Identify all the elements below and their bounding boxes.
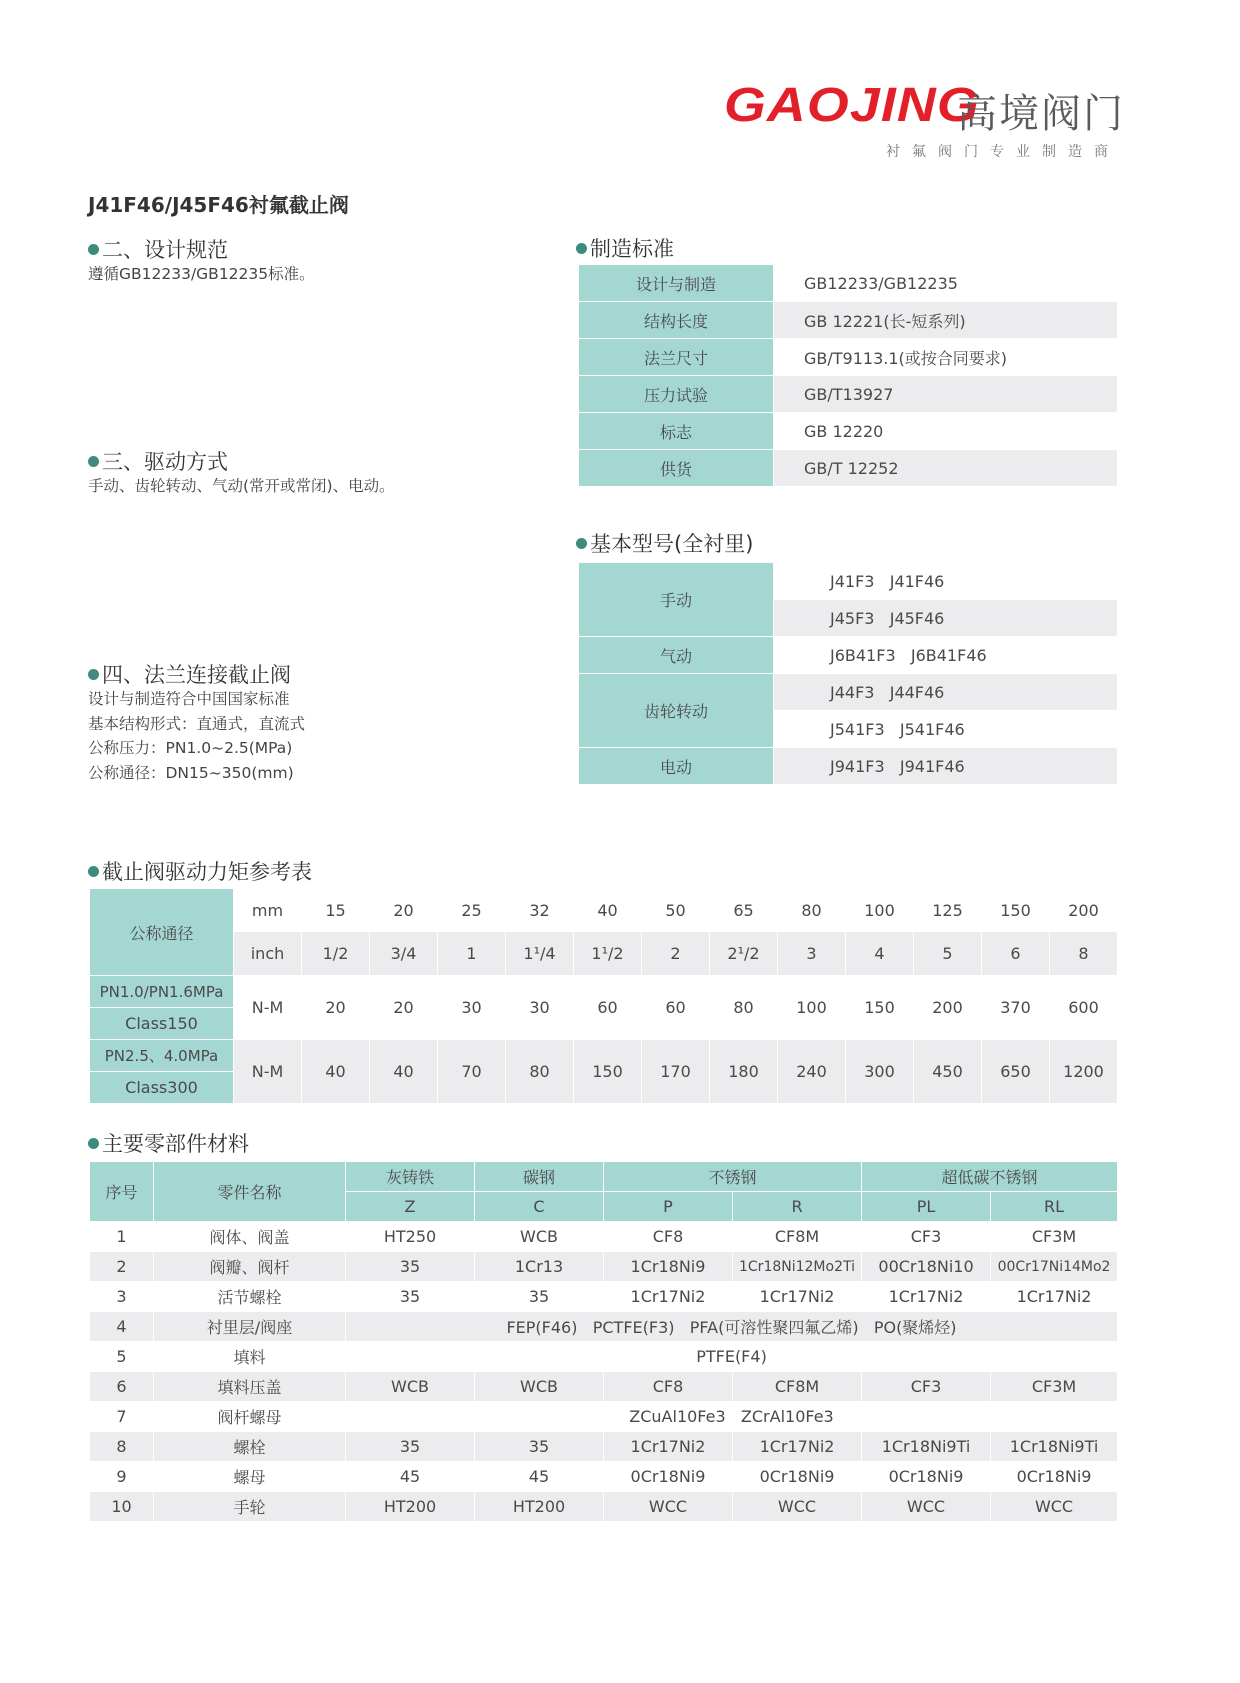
standard-value: GB12233/GB12235 — [774, 265, 1118, 302]
model-drive-label: 齿轮转动 — [579, 674, 774, 748]
model-value: J41F3 J41F46 — [774, 563, 1118, 600]
part-material: 35 — [475, 1282, 604, 1312]
mm-value: 125 — [914, 889, 982, 932]
torque-value: 60 — [642, 976, 710, 1040]
mm-value: 32 — [506, 889, 574, 932]
torque-value: 30 — [506, 976, 574, 1040]
model-value: J941F3 J941F46 — [774, 748, 1118, 785]
torque-value: 20 — [370, 976, 438, 1040]
part-material: 1Cr17Ni2 — [862, 1282, 991, 1312]
mm-row — [90, 889, 1118, 932]
standards-table — [578, 264, 1118, 487]
part-no: 3 — [90, 1282, 154, 1312]
inch-value: 3/4 — [370, 932, 438, 976]
part-row — [90, 1432, 1118, 1462]
heading-text: 三、驱动方式 — [102, 450, 228, 474]
part-material: ZCuAl10Fe3 ZCrAl10Fe3 — [346, 1402, 1118, 1432]
standard-value: GB 12221(长-短系列) — [774, 302, 1118, 339]
torque-value: 650 — [982, 1040, 1050, 1104]
part-material: HT200 — [475, 1492, 604, 1522]
part-material: CF3M — [991, 1372, 1118, 1402]
material-code: RL — [991, 1192, 1118, 1222]
flange-line: 基本结构形式：直通式，直流式 — [88, 714, 306, 733]
torque-value: 180 — [710, 1040, 778, 1104]
heading-text: 截止阀驱动力矩参考表 — [102, 860, 312, 884]
brand-name-cn: 高境阀门 — [957, 91, 1125, 137]
standard-value: GB/T9113.1(或按合同要求) — [774, 339, 1118, 376]
part-material: WCB — [475, 1372, 604, 1402]
pressure-label: PN2.5、4.0MPa — [90, 1040, 234, 1072]
table-row — [579, 265, 1118, 302]
standard-value: GB 12220 — [774, 413, 1118, 450]
part-name: 阀瓣、阀杆 — [154, 1252, 346, 1282]
model-drive-label: 气动 — [579, 637, 774, 674]
inch-value: 2¹/2 — [710, 932, 778, 976]
table-row — [579, 376, 1118, 413]
part-material: HT250 — [346, 1222, 475, 1252]
torque-value: 450 — [914, 1040, 982, 1104]
mm-value: 80 — [778, 889, 846, 932]
inch-value: 3 — [778, 932, 846, 976]
part-row — [90, 1222, 1118, 1252]
model-drive-label: 手动 — [579, 563, 774, 637]
bullet-icon — [88, 669, 99, 680]
models-table — [578, 562, 1118, 785]
part-material: 0Cr18Ni9 — [991, 1462, 1118, 1492]
material-group: 碳钢 — [475, 1162, 604, 1192]
standard-label: 供货 — [579, 450, 774, 487]
torque-value: 70 — [438, 1040, 506, 1104]
torque-value: 150 — [846, 976, 914, 1040]
drive-text: 手动、齿轮转动、气动(常开或常闭)、电动。 — [88, 477, 395, 495]
part-material: 35 — [475, 1432, 604, 1462]
material-group: 不锈钢 — [604, 1162, 862, 1192]
model-value: J541F3 J541F46 — [774, 711, 1118, 748]
torque-row — [90, 1040, 1118, 1072]
material-group: 超低碳不锈钢 — [862, 1162, 1118, 1192]
part-row — [90, 1252, 1118, 1282]
flange-text — [88, 687, 305, 785]
standard-label: 设计与制造 — [579, 265, 774, 302]
table-row — [579, 302, 1118, 339]
section-heading-drive — [88, 446, 228, 476]
part-material: 1Cr13 — [475, 1252, 604, 1282]
inch-value: 4 — [846, 932, 914, 976]
part-row — [90, 1282, 1118, 1312]
material-code: P — [604, 1192, 733, 1222]
part-material: CF8M — [733, 1372, 862, 1402]
part-material: 35 — [346, 1252, 475, 1282]
model-value: J44F3 J44F46 — [774, 674, 1118, 711]
inch-value: 1/2 — [302, 932, 370, 976]
part-material: 1Cr17Ni2 — [604, 1432, 733, 1462]
part-material: CF8 — [604, 1372, 733, 1402]
mm-value: 65 — [710, 889, 778, 932]
inch-value: 5 — [914, 932, 982, 976]
heading-text: 四、法兰连接截止阀 — [102, 663, 291, 687]
mm-value: 200 — [1050, 889, 1118, 932]
flange-line: 设计与制造符合中国国家标准 — [88, 690, 290, 708]
part-no: 2 — [90, 1252, 154, 1282]
inch-value: 6 — [982, 932, 1050, 976]
part-material: WCC — [862, 1492, 991, 1522]
bullet-icon — [88, 244, 99, 255]
part-material: 1Cr18Ni9Ti — [991, 1432, 1118, 1462]
mm-value: 40 — [574, 889, 642, 932]
material-group: 灰铸铁 — [346, 1162, 475, 1192]
part-material: WCC — [991, 1492, 1118, 1522]
page-title: J41F46/J45F46衬氟截止阀 — [88, 193, 349, 217]
table-row — [579, 413, 1118, 450]
part-no: 6 — [90, 1372, 154, 1402]
standard-label: 结构长度 — [579, 302, 774, 339]
part-material: 35 — [346, 1432, 475, 1462]
part-material: CF8M — [733, 1222, 862, 1252]
col-name: 零件名称 — [154, 1162, 346, 1222]
inch-value: 2 — [642, 932, 710, 976]
torque-value: 80 — [506, 1040, 574, 1104]
table-row — [579, 563, 1118, 600]
part-no: 7 — [90, 1402, 154, 1432]
part-row — [90, 1402, 1118, 1432]
inch-value: 1 — [438, 932, 506, 976]
part-name: 填料压盖 — [154, 1372, 346, 1402]
part-material: FEP(F46) PCTFE(F3) PFA(可溶性聚四氟乙烯) PO(聚烯烃) — [346, 1312, 1118, 1342]
part-material: WCB — [346, 1372, 475, 1402]
table-row — [579, 450, 1118, 487]
class-label: Class300 — [90, 1072, 234, 1104]
section-heading-parts — [88, 1128, 249, 1158]
bullet-icon — [88, 456, 99, 467]
standard-value: GB/T 12252 — [774, 450, 1118, 487]
part-no: 9 — [90, 1462, 154, 1492]
part-row — [90, 1462, 1118, 1492]
inch-row — [90, 932, 1118, 976]
part-name: 活节螺栓 — [154, 1282, 346, 1312]
part-material: 1Cr18Ni9 — [604, 1252, 733, 1282]
inch-value: 1¹/4 — [506, 932, 574, 976]
part-row — [90, 1342, 1118, 1372]
torque-value: 100 — [778, 976, 846, 1040]
part-material: 0Cr18Ni9 — [733, 1462, 862, 1492]
part-name: 螺母 — [154, 1462, 346, 1492]
unit-inch: inch — [234, 932, 302, 976]
standard-value: GB/T13927 — [774, 376, 1118, 413]
bullet-icon — [576, 538, 587, 549]
part-material: 1Cr17Ni2 — [991, 1282, 1118, 1312]
part-row — [90, 1372, 1118, 1402]
part-no: 8 — [90, 1432, 154, 1462]
design-text: 遵循GB12233/GB12235标准。 — [88, 265, 315, 283]
part-material: 00Cr17Ni14Mo2 — [991, 1252, 1118, 1282]
torque-value: 20 — [302, 976, 370, 1040]
torque-row — [90, 976, 1118, 1008]
part-material: 1Cr17Ni2 — [733, 1282, 862, 1312]
bullet-icon — [88, 866, 99, 877]
col-no: 序号 — [90, 1162, 154, 1222]
torque-value: 80 — [710, 976, 778, 1040]
heading-text: 二、设计规范 — [102, 238, 228, 262]
part-name: 螺栓 — [154, 1432, 346, 1462]
part-name: 阀杆螺母 — [154, 1402, 346, 1432]
table-row — [579, 339, 1118, 376]
part-no: 4 — [90, 1312, 154, 1342]
part-name: 阀体、阀盖 — [154, 1222, 346, 1252]
table-row — [579, 637, 1118, 674]
class-label: Class150 — [90, 1008, 234, 1040]
part-material: WCB — [475, 1222, 604, 1252]
part-material: 0Cr18Ni9 — [604, 1462, 733, 1492]
unit-mm: mm — [234, 889, 302, 932]
part-material: CF3 — [862, 1372, 991, 1402]
torque-value: 40 — [370, 1040, 438, 1104]
material-code: C — [475, 1192, 604, 1222]
standard-label: 标志 — [579, 413, 774, 450]
part-row — [90, 1312, 1118, 1342]
part-material: 00Cr18Ni10 — [862, 1252, 991, 1282]
torque-value: 30 — [438, 976, 506, 1040]
header-row — [90, 1162, 1118, 1192]
part-material: PTFE(F4) — [346, 1342, 1118, 1372]
torque-value: 150 — [574, 1040, 642, 1104]
torque-table — [89, 888, 1118, 1104]
heading-text: 基本型号(全衬里) — [590, 532, 754, 556]
torque-unit: N-M — [234, 1040, 302, 1104]
section-heading-models — [576, 528, 753, 558]
model-drive-label: 电动 — [579, 748, 774, 785]
torque-value: 200 — [914, 976, 982, 1040]
torque-value: 240 — [778, 1040, 846, 1104]
parts-table — [89, 1161, 1118, 1522]
mm-value: 15 — [302, 889, 370, 932]
part-row — [90, 1492, 1118, 1522]
part-no: 1 — [90, 1222, 154, 1252]
torque-unit: N-M — [234, 976, 302, 1040]
pressure-label: PN1.0/PN1.6MPa — [90, 976, 234, 1008]
part-no: 10 — [90, 1492, 154, 1522]
material-code: PL — [862, 1192, 991, 1222]
torque-value: 40 — [302, 1040, 370, 1104]
part-material: HT200 — [346, 1492, 475, 1522]
flange-line: 公称通径：DN15~350(mm) — [88, 763, 294, 782]
material-code: R — [733, 1192, 862, 1222]
inch-value: 1¹/2 — [574, 932, 642, 976]
part-name: 填料 — [154, 1342, 346, 1372]
torque-value: 170 — [642, 1040, 710, 1104]
mm-value: 100 — [846, 889, 914, 932]
model-value: J6B41F3 J6B41F46 — [774, 637, 1118, 674]
standard-label: 压力试验 — [579, 376, 774, 413]
dn-label: 公称通径 — [90, 889, 234, 976]
part-material: CF3M — [991, 1222, 1118, 1252]
torque-value: 300 — [846, 1040, 914, 1104]
torque-value: 370 — [982, 976, 1050, 1040]
bullet-icon — [576, 243, 587, 254]
torque-value: 60 — [574, 976, 642, 1040]
part-material: WCC — [733, 1492, 862, 1522]
part-material: 0Cr18Ni9 — [862, 1462, 991, 1492]
mm-value: 20 — [370, 889, 438, 932]
section-heading-standards — [576, 233, 674, 263]
part-material: 1Cr17Ni2 — [604, 1282, 733, 1312]
part-name: 手轮 — [154, 1492, 346, 1522]
heading-text: 主要零部件材料 — [102, 1132, 249, 1156]
mm-value: 150 — [982, 889, 1050, 932]
part-material: 1Cr18Ni12Mo2Ti — [733, 1252, 862, 1282]
part-no: 5 — [90, 1342, 154, 1372]
table-row — [579, 748, 1118, 785]
section-heading-torque — [88, 856, 312, 886]
torque-value: 600 — [1050, 976, 1118, 1040]
part-material: CF8 — [604, 1222, 733, 1252]
inch-value: 8 — [1050, 932, 1118, 976]
brand-logo: GAOJING — [724, 79, 980, 132]
mm-value: 50 — [642, 889, 710, 932]
flange-line: 公称压力：PN1.0~2.5(MPa) — [88, 739, 293, 757]
section-heading-design — [88, 234, 228, 264]
part-material: 1Cr17Ni2 — [733, 1432, 862, 1462]
brand-tagline: 衬氟阀门专业制造商 — [886, 144, 1120, 160]
heading-text: 制造标准 — [590, 237, 674, 261]
section-heading-flange — [88, 659, 291, 689]
part-material: CF3 — [862, 1222, 991, 1252]
model-value: J45F3 J45F46 — [774, 600, 1118, 637]
torque-value: 1200 — [1050, 1040, 1118, 1104]
part-material: 45 — [346, 1462, 475, 1492]
material-code: Z — [346, 1192, 475, 1222]
part-material: 35 — [346, 1282, 475, 1312]
mm-value: 25 — [438, 889, 506, 932]
part-material: WCC — [604, 1492, 733, 1522]
table-row — [579, 674, 1118, 711]
part-material: 1Cr18Ni9Ti — [862, 1432, 991, 1462]
part-material: 45 — [475, 1462, 604, 1492]
bullet-icon — [88, 1138, 99, 1149]
part-name: 衬里层/阀座 — [154, 1312, 346, 1342]
standard-label: 法兰尺寸 — [579, 339, 774, 376]
